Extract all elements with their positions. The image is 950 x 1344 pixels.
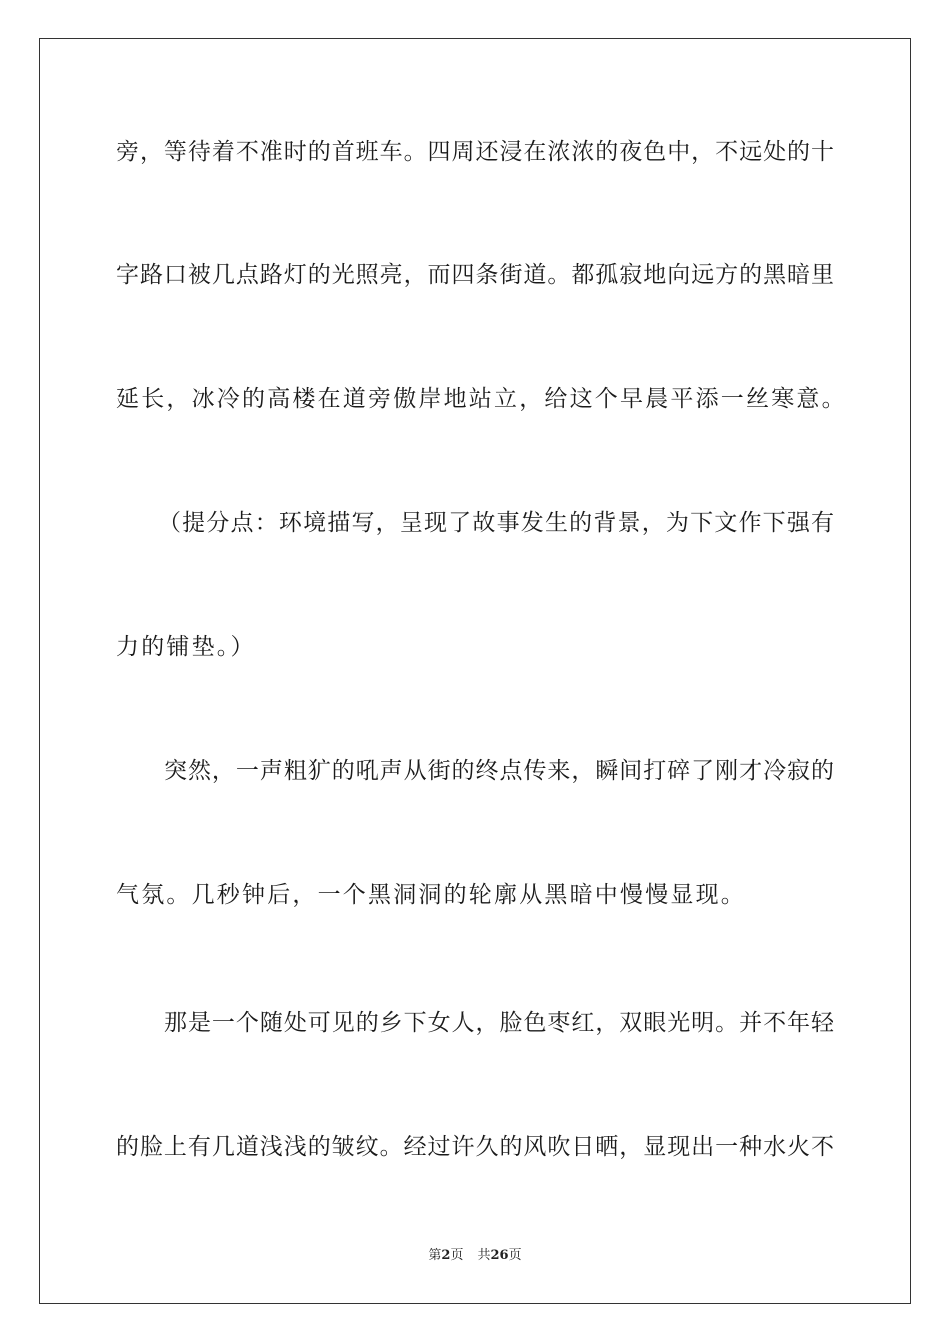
text-line-7: 气氛。几秒钟后，一个黑洞洞的轮廓从黑暗中慢慢显现。 xyxy=(116,882,746,908)
footer-page-prefix: 第 xyxy=(428,1248,442,1263)
text-line-5: 力的铺垫。） xyxy=(116,634,256,660)
footer-total-suffix: 页 xyxy=(508,1248,522,1263)
text-line-6: 突然，一声粗犷的吼声从街的终点传来，瞬间打碎了刚才冷寂的 xyxy=(164,758,834,784)
footer-page-number: 2 xyxy=(441,1248,451,1263)
page-border xyxy=(39,38,911,1304)
footer-total-prefix: 共 xyxy=(477,1248,491,1263)
text-line-3: 延长，冰冷的高楼在道旁傲岸地站立，给这个早晨平添一丝寒意。 xyxy=(116,386,847,412)
text-line-8: 那是一个随处可见的乡下女人，脸色枣红，双眼光明。并不年轻 xyxy=(164,1010,834,1036)
text-line-9: 的脸上有几道浅浅的皱纹。经过许久的风吹日晒，显现出一种水火不 xyxy=(116,1134,834,1160)
text-line-2: 字路口被几点路灯的光照亮，而四条街道。都孤寂地向远方的黑暗里 xyxy=(116,262,834,288)
footer-page-suffix: 页 xyxy=(450,1248,464,1263)
text-line-4: （提分点：环境描写，呈现了故事发生的背景，为下文作下强有 xyxy=(158,510,834,536)
footer-total-pages: 26 xyxy=(490,1248,509,1263)
page-footer xyxy=(0,1247,950,1265)
text-line-1: 旁，等待着不准时的首班车。四周还浸在浓浓的夜色中，不远处的十 xyxy=(116,139,834,165)
